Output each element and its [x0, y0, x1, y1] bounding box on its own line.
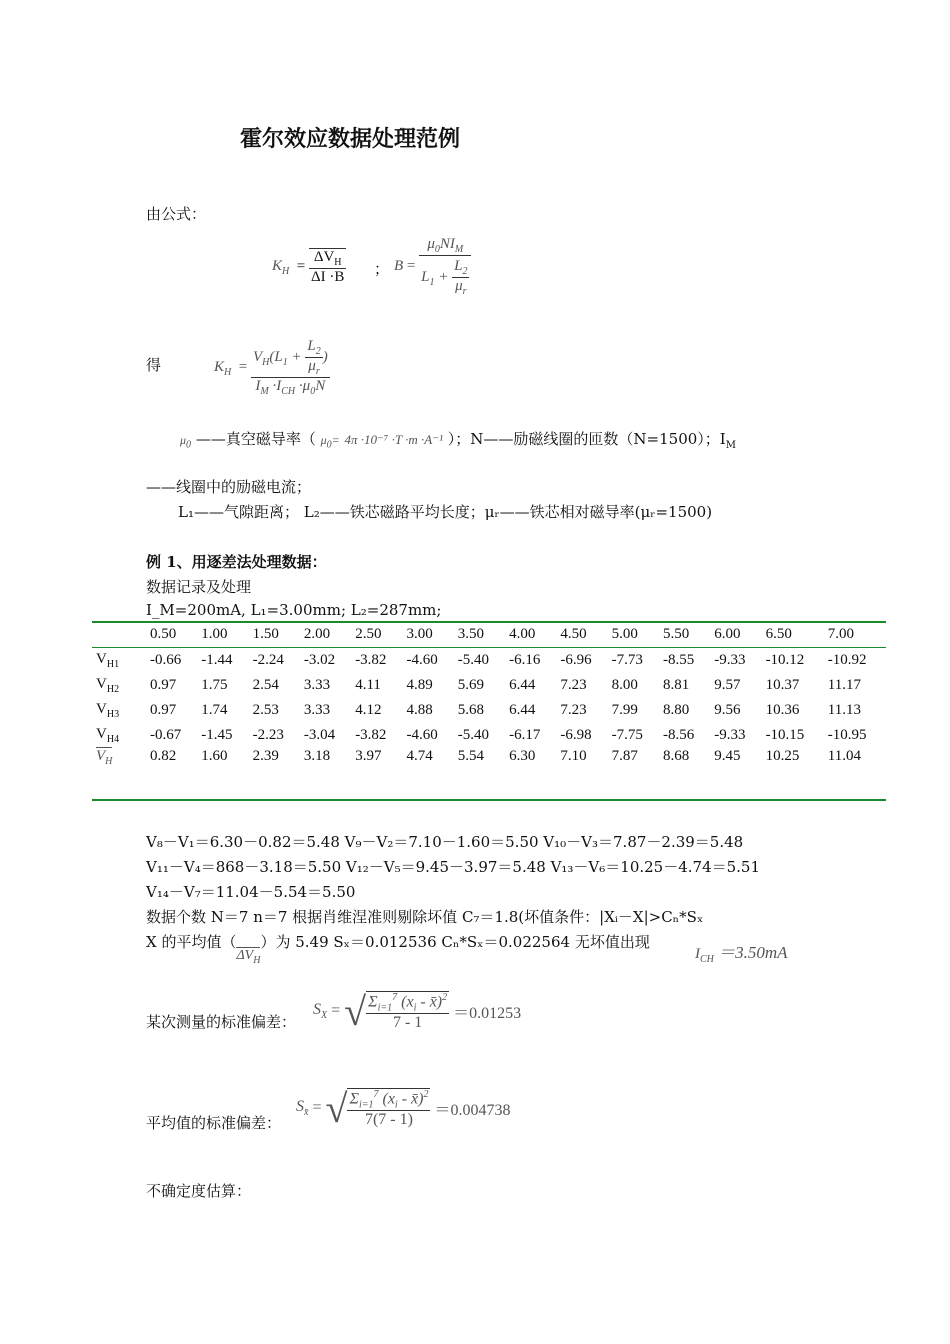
- single-std-label: 某次测量的标准偏差：: [146, 1013, 297, 1031]
- get-text: 得: [146, 356, 162, 374]
- difference-line-2: V₁₁－V₄＝868－3.18＝5.50 V₁₂－V₅＝9.45－3.97＝5.48 V₁₃－V₆＝10.25－4.74＝5.51: [146, 858, 761, 876]
- record-text: 数据记录及处理: [146, 578, 252, 596]
- data-table: [92, 622, 886, 784]
- difference-line-3: V₁₄－V₇＝11.04－5.54＝5.50: [146, 883, 356, 901]
- table-row: $V_H$ 0.82 1.60 2.39 3.18 3.97 4.74 5.54 6.30 7.10 7.87 8.68 9.45 10.25 11.04: [96, 748, 861, 767]
- table-row: $V_{H3}$ 0.97 1.74 2.53 3.33 4.12 4.88 5.68 6.44 7.23 7.99 8.80 9.56 10.36 11.13: [96, 701, 861, 720]
- ich-value: $I_{CH} =3.50mA$: [695, 943, 788, 965]
- uncertainty-label: 不确定度估算：: [146, 1182, 252, 1200]
- length-definition: L₁——气隙距离； L₂——铁芯磁路平均长度；μᵣ——铁芯相对磁导率(μᵣ=1500): [178, 503, 713, 521]
- chauvenet-line: 数据个数 N＝7 n＝7 根据肖维涅准则剔除坏值 C₇＝1.8(坏值条件：|Xᵢ－X|>Cₙ*Sₓ: [146, 908, 704, 926]
- table-row: $V_{H2}$ 0.97 1.75 2.54 3.33 4.11 4.89 5.69 6.44 7.23 8.00 8.81 9.57 10.37 11.17: [96, 676, 861, 695]
- difference-line-1: V₈－V₁＝6.30－0.82＝5.48 V₉－V₂＝7.10－1.60＝5.50 V₁₀－V₃＝7.87－2.39＝5.48: [146, 833, 744, 851]
- mean-std-label: 平均值的标准偏差：: [146, 1114, 282, 1132]
- formula-b: B = $\mu_0NI_M$ $L_1$ + $\frac{L_2}{\mu_r}$: [394, 236, 471, 297]
- formula-kh: $K_H$ = $\frac{\Delta V_H}{\Delta I \cdot B}$: [272, 249, 345, 285]
- params-text: I_M=200mA, L₁=3.00mm; L₂=287mm;: [146, 601, 442, 619]
- example-heading: 例 1、用逐差法处理数据：: [146, 553, 327, 571]
- mean-line: X 的平均值$(\Delta V_H)$为 5.49 Sₓ＝0.012536 Cₙ*Sₓ＝0.022564 无坏值出现: [146, 933, 650, 966]
- table-row: $V_{H1}$ -0.66 -1.44 -2.24 -3.02 -3.82 -4.60 -5.40 -6.16 -6.96 -7.73 -8.55 -9.33 -10.12 -10.92: [92, 648, 886, 674]
- semicolon: ；: [374, 260, 390, 278]
- table-header-row: 0.50 1.00 1.50 2.00 2.50 3.00 3.50 4.00 4.50 5.00 5.50 6.00 6.50 7.00: [150, 626, 855, 642]
- from-formula-text: 由公式：: [146, 205, 207, 223]
- mu0-definition: $\mu_0$ ——真空磁导率（ $\mu_0= 4\pi \cdot 10^{-7} \cdot T \cdot m \cdot A^{-1}$ ）；N——励磁线圈的匝数（N=1500）；$I_M$: [180, 430, 736, 451]
- mean-std-formula: $S_{x̄}$ = √ $\frac{\Sigma_{i=1}^7 (x_i - x̄)^2}{7(7 - 1)}$ ＝0.004738: [296, 1086, 511, 1131]
- formula-kh-derived: $K_H$ = $V_H(L_1$ + $\frac{L_2}{\mu_r}$ ) $I_M \cdot I_{CH} \cdot\mu_0N$: [214, 338, 328, 397]
- table-row: $V_{H4}$ -0.67 -1.45 -2.23 -3.04 -3.82 -4.60 -5.40 -6.17 -6.98 -7.75 -8.56 -9.33 -10.15 -10.95: [96, 726, 867, 745]
- page-title: 霍尔效应数据处理范例: [240, 127, 461, 152]
- single-std-formula: $S_X$ = √ $\frac{\Sigma_{i=1}^7 (x_i - x̄)^2}{7 - 1}$ ＝0.01253: [313, 989, 522, 1034]
- current-definition: ——线圈中的励磁电流；: [146, 478, 312, 496]
- table-bottom-rule: [92, 799, 886, 801]
